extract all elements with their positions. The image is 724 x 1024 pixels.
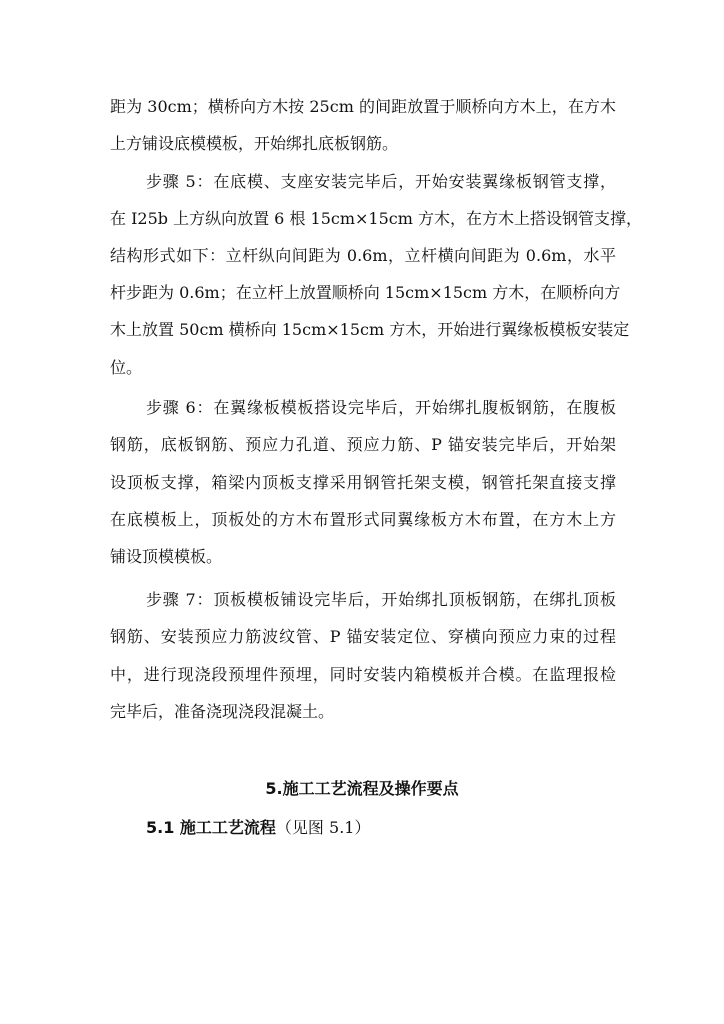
paragraph-step6-line-2: 钢筋，底板钢筋、预应力孔道、预应力筋、P 锚安装完毕后，开始架 [110, 435, 616, 454]
paragraph-step7-line-3: 中，进行现浇段预埋件预埋，同时安装内箱模板并合模。在监理报检 [110, 665, 616, 684]
paragraph-1-line-1: 距为 30cm；横桥向方木按 25cm 的间距放置于顺桥向方木上，在方木 [110, 97, 616, 116]
paragraph-step5-line-6: 位。 [110, 358, 143, 377]
section-heading: 5.施工工艺流程及操作要点 [265, 779, 459, 798]
subsection-title: 5.1 施工工艺流程 [146, 818, 276, 837]
paragraph-step7-line-4: 完毕后，准备浇现浇段混凝土。 [110, 702, 335, 721]
paragraph-1-line-2: 上方铺设底模模板，开始绑扎底板钢筋。 [110, 134, 399, 153]
paragraph-step5-line-1: 步骤 5：在底模、支座安装完毕后，开始安装翼缘板钢管支撑， [146, 172, 616, 191]
subsection-heading [146, 818, 616, 838]
paragraph-step5-line-4: 杆步距为 0.6m；在立杆上放置顺桥向 15cm×15cm 方木，在顺桥向方 [110, 283, 621, 302]
paragraph-step6-line-1: 步骤 6：在翼缘板模板搭设完毕后，开始绑扎腹板钢筋，在腹板 [146, 398, 616, 417]
paragraph-step7-line-1: 步骤 7：顶板模板铺设完毕后，开始绑扎顶板钢筋，在绑扎顶板 [146, 590, 616, 609]
paragraph-step5-line-3: 结构形式如下：立杆纵向间距为 0.6m，立杆横向间距为 0.6m，水平 [110, 246, 616, 265]
paragraph-step6-line-5: 铺设顶模模板。 [110, 547, 223, 566]
paragraph-step6-line-4: 在底模板上，顶板处的方木布置形式同翼缘板方木布置，在方木上方 [110, 510, 616, 529]
paragraph-step6-line-3: 设顶板支撑，箱梁内顶板支撑采用钢管托架支模，钢管托架直接支撑 [110, 473, 616, 492]
paragraph-step7-line-2: 钢筋、安装预应力筋波纹管、P 锚安装定位、穿横向预应力束的过程 [110, 627, 616, 646]
paragraph-step5-line-5: 木上放置 50cm 横桥向 15cm×15cm 方木，开始进行翼缘板模板安装定 [110, 320, 630, 339]
figure-reference: （见图 5.1） [275, 818, 371, 837]
paragraph-step5-line-2: 在 I25b 上方纵向放置 6 根 15cm×15cm 方木，在方木上搭设钢管支撑， [110, 209, 643, 228]
